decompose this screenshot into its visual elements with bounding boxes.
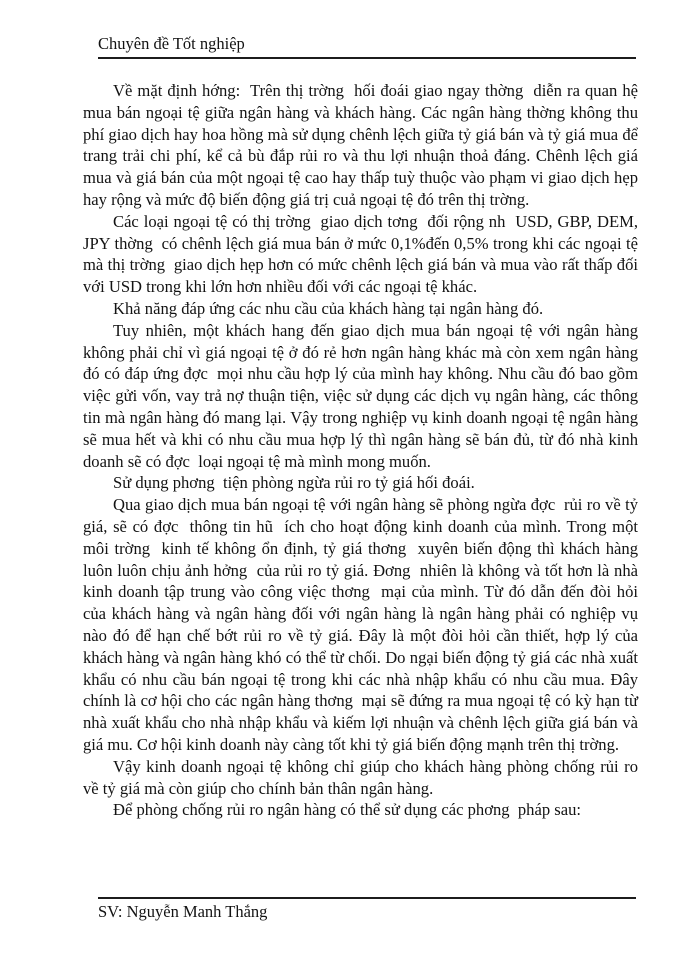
page-footer xyxy=(98,897,636,922)
document-body xyxy=(83,80,643,821)
paragraph: Khả năng đáp ứng các nhu cầu của khách hàng tại ngân hàng đó. xyxy=(113,298,544,318)
paragraph: Về mặt định hớng: Trên thị trờng hối đoái giao ngay thờng diễn ra quan hệ mua bán ngoại tệ giữa ngân hàng và khách hàng. Các ngân hàng thờng không thu phí giao dịch hay hoa hồng mà sử dụng chênh lệch giữa tỷ giá bán và tỷ giá mua để trang trải chi phí, kể cả bù đắp rủi ro và thu lợi nhuận thoả đáng. Chênh lệch giá mua và giá bán của một ngoại tệ cao hay thấp tuỳ thuộc vào phạm vi giao dịch hẹp hay rộng và mức độ biến động giá trị cuả ngoại tệ đó trên thị trờng. xyxy=(83,81,643,209)
paragraph: Các loại ngoại tệ có thị trờng giao dịch tơng đối rộng nh USD, GBP, DEM, JPY thờng có chênh lệch giá mua bán ở mức 0,1%đến 0,5% trong khi các ngoại tệ mà thị trờng giao dịch hẹp hơn có mức chênh lệch giá bán và mua vào rất thấp đối với USD trong khi lớn hơn nhiều đối với các ngoại tệ khác. xyxy=(83,211,643,297)
page-header xyxy=(98,34,636,59)
paragraph: Qua giao dịch mua bán ngoại tệ với ngân hàng sẽ phòng ngừa đợc rủi ro về tỷ giá, sẽ có đợc thông tin hũ ích cho hoạt động kinh doanh của mình. Trong một môi trờng kinh tế không ổn định, tỷ giá thơng xuyên biến động thì khách hàng luôn luôn chịu ảnh hởng của rủi ro tỷ giá. Đơng nhiên là không và tốt hơn là nhà kinh doanh tập trung vào công việc thơng mại của mình. Từ đó dẫn đến đòi hỏi của khách hàng và ngân hàng đối với ngân hàng là ngân hàng phải có nghiệp vụ nào đó để hạn chế bớt rủi ro về tỷ giá. Đây là một đòi hỏi cần thiết, hợp lý của khách hàng và ngân hàng khó có thể từ chối. Do ngại biến động tỷ giá các nhà xuất khẩu có nhu cầu bán ngoại tệ trong khi các nhà nhập khẩu có nhu cầu mua. Đây chính là cơ hội cho các ngân hàng thơng mại sẽ đứng ra mua ngoại tệ có kỳ hạn từ nhà xuất khẩu cho nhà nhập khẩu và kiếm lợi nhuận và chênh lệch giữa giá bán và giá mu. Cơ hội kinh doanh này càng tốt khi tỷ giá biến động mạnh trên thị trờng. xyxy=(83,495,643,754)
paragraph: Tuy nhiên, một khách hang đến giao dịch mua bán ngoại tệ với ngân hàng không phải chỉ vì giá ngoại tệ ở đó rẻ hơn ngân hàng khác mà còn xem ngân hàng đó có đáp ứng đợc mọi nhu cầu hợp lý của mình hay không. Nhu cầu đó bao gồm việc gửi vốn, vay trả nợ thuận tiện, việc sử dụng các dịch vụ ngân hàng, các thông tin mà ngân hàng đó mang lại. Vậy trong nghiệp vụ kinh doanh ngoại tệ ngân hàng sẽ mua hết và khi có nhu cầu mua hợp lý thì ngân hàng sẽ bán đủ, từ đó nhà kinh doanh sẽ có đợc loại ngoại tệ mà mình mong muốn. xyxy=(83,320,643,471)
paragraph: Để phòng chống rủi ro ngân hàng có thể sử dụng các phơng pháp sau: xyxy=(113,800,581,820)
footer-author: SV: Nguyễn Manh Thắng xyxy=(98,902,268,921)
header-title: Chuyên đề Tốt nghiệp xyxy=(98,34,245,53)
paragraph: Vậy kinh doanh ngoại tệ không chỉ giúp cho khách hàng phòng chống rủi ro về tỷ giá mà còn giúp cho chính bản thân ngân hàng. xyxy=(83,756,643,798)
paragraph: Sử dụng phơng tiện phòng ngừa rủi ro tỷ giá hối đoái. xyxy=(113,473,475,493)
